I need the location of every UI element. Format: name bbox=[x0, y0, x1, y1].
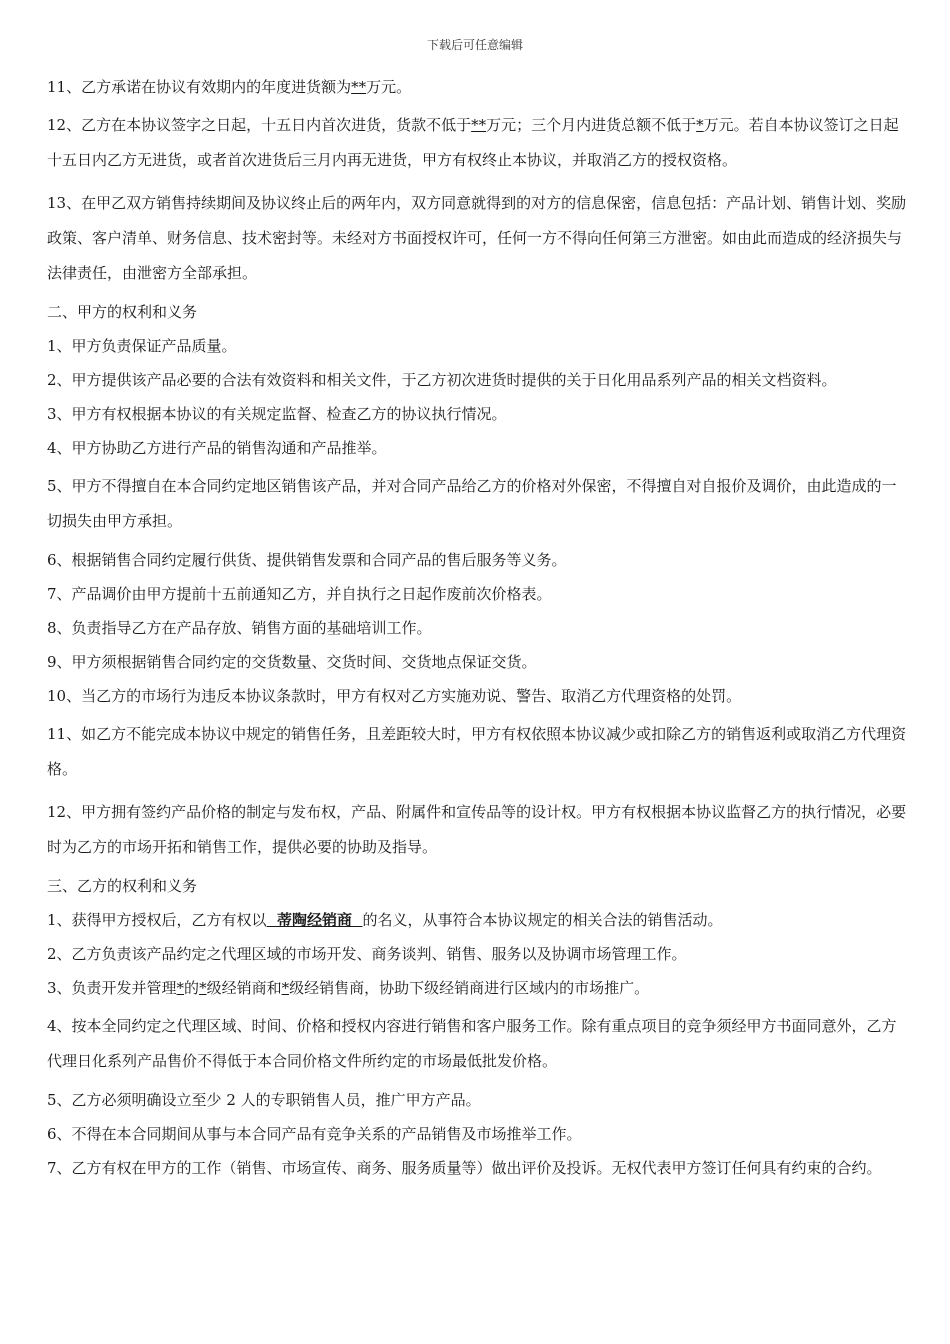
paragraph-text: 8、负责指导乙方在产品存放、销售方面的基础培训工作。 bbox=[47, 619, 432, 637]
paragraph bbox=[47, 1155, 907, 1181]
paragraph-text: 6、不得在本合同期间从事与本合同产品有竞争关系的产品销售及市场推举工作。 bbox=[47, 1125, 582, 1143]
paragraph-text: 3、负责开发并管理 bbox=[47, 979, 177, 997]
paragraph bbox=[47, 649, 907, 675]
paragraph bbox=[47, 435, 907, 461]
paragraph bbox=[47, 299, 907, 325]
paragraph-text: 1、获得甲方授权后，乙方有权以 bbox=[47, 911, 267, 929]
paragraph-text: 5、乙方必须明确设立至少 2 人的专职销售人员，推广甲方产品。 bbox=[47, 1091, 481, 1109]
paragraph-text: 5、甲方不得擅自在本合同约定地区销售该产品，并对合同产品给乙方的价格对外保密，不得擅自对自报价及调价，由此造成的一切损失由甲方承担。 bbox=[47, 477, 897, 530]
paragraph bbox=[47, 186, 907, 291]
fill-in-value: * bbox=[199, 979, 207, 997]
paragraph bbox=[47, 941, 907, 967]
paragraph bbox=[47, 1087, 907, 1113]
paragraph-text: 7、乙方有权在甲方的工作（销售、市场宣传、商务、服务质量等）做出评价及投诉。无权代表甲方签订任何具有约束的合约。 bbox=[47, 1159, 882, 1177]
paragraph bbox=[47, 469, 907, 539]
paragraph-text: 4、按本全同约定之代理区域、时间、价格和授权内容进行销售和客户服务工作。除有重点项目的竞争须经甲方书面同意外，乙方代理日化系列产品售价不得低于本合同价格文件所约定的市场最低批发价格。 bbox=[47, 1017, 897, 1070]
paragraph bbox=[47, 108, 907, 178]
paragraph bbox=[47, 547, 907, 573]
paragraph-text: 2、甲方提供该产品必要的合法有效资料和相关文件，于乙方初次进货时提供的关于日化用品系列产品的相关文档资料。 bbox=[47, 371, 837, 389]
paragraph-text: 级经销售商，协助下级经销商进行区域内的市场推广。 bbox=[289, 979, 650, 997]
paragraph-text: 4、甲方协助乙方进行产品的销售沟通和产品推举。 bbox=[47, 439, 387, 457]
paragraph-text: 9、甲方须根据销售合同约定的交货数量、交货时间、交货地点保证交货。 bbox=[47, 653, 537, 671]
paragraph bbox=[47, 615, 907, 641]
paragraph bbox=[47, 717, 907, 787]
fill-in-value: * bbox=[696, 116, 704, 134]
document-body bbox=[47, 74, 907, 1189]
paragraph bbox=[47, 975, 907, 1001]
paragraph-text: 级经销商和 bbox=[206, 979, 282, 997]
paragraph bbox=[47, 683, 907, 709]
paragraph bbox=[47, 367, 907, 393]
paragraph bbox=[47, 873, 907, 899]
page-header: 下载后可任意编辑 bbox=[426, 38, 523, 52]
paragraph bbox=[47, 1121, 907, 1147]
paragraph-text: 万元。 bbox=[366, 78, 412, 96]
paragraph bbox=[47, 795, 907, 865]
paragraph bbox=[47, 401, 907, 427]
paragraph-text: 6、根据销售合同约定履行供货、提供销售发票和合同产品的售后服务等义务。 bbox=[47, 551, 567, 569]
paragraph-text: 12、甲方拥有签约产品价格的制定与发布权，产品、附属件和宣传品等的设计权。甲方有权根据本协议监督乙方的执行情况，必要时为乙方的市场开拓和销售工作，提供必要的协助及指导。 bbox=[47, 803, 907, 856]
paragraph bbox=[47, 74, 907, 100]
paragraph-text: 13、在甲乙双方销售持续期间及协议终止后的两年内，双方同意就得到的对方的信息保密，信息包括：产品计划、销售计划、奖励政策、客户清单、财务信息、技术密封等。未经对方书面授权许可，任何一方不得向任何第三方泄密。如由此而造成的经济损失与法律责任，由泄密方全部承担。 bbox=[47, 194, 907, 282]
paragraph-text: 10、当乙方的市场行为违反本协议条款时，甲方有权对乙方实施劝说、警告、取消乙方代理资格的处罚。 bbox=[47, 687, 742, 705]
paragraph bbox=[47, 1009, 907, 1079]
paragraph bbox=[47, 907, 907, 933]
paragraph-text: 3、甲方有权根据本协议的有关规定监督、检查乙方的协议执行情况。 bbox=[47, 405, 507, 423]
fill-in-value: * bbox=[176, 979, 185, 997]
paragraph bbox=[47, 581, 907, 607]
paragraph-text: 万元。若自本协议签订之日起十五日内乙方无进货，或者首次进货后三月内再无进货，甲方有权终止本协议，并取消乙方的授权资格。 bbox=[47, 116, 899, 169]
paragraph-text: 三、乙方的权利和义务 bbox=[47, 877, 198, 895]
fill-in-value: ** bbox=[351, 78, 367, 96]
paragraph bbox=[47, 333, 907, 359]
paragraph-text: 2、乙方负责该产品约定之代理区域的市场开发、商务谈判、销售、服务以及协调市场管理工作。 bbox=[47, 945, 687, 963]
fill-in-value: * bbox=[281, 979, 290, 997]
paragraph-text: 11、乙方承诺在协议有效期内的年度进货额为 bbox=[47, 78, 352, 96]
paragraph-text: 1、甲方负责保证产品质量。 bbox=[47, 337, 237, 355]
paragraph-text: 的 bbox=[184, 979, 200, 997]
paragraph-text: 12、乙方在本协议签字之日起，十五日内首次进货，货款不低于 bbox=[47, 116, 472, 134]
paragraph-text: 万元；三个月内进货总额不低于 bbox=[486, 116, 697, 134]
paragraph-text: 的名义，从事符合本协议规定的相关合法的销售活动。 bbox=[362, 911, 723, 929]
fill-in-value: ** bbox=[471, 116, 487, 134]
fill-in-value: 蒂陶经销商 bbox=[266, 911, 363, 929]
paragraph-text: 7、产品调价由甲方提前十五前通知乙方，并自执行之日起作废前次价格表。 bbox=[47, 585, 552, 603]
paragraph-text: 二、甲方的权利和义务 bbox=[47, 303, 198, 321]
paragraph-text: 11、如乙方不能完成本协议中规定的销售任务，且差距较大时，甲方有权依照本协议减少或扣除乙方的销售返利或取消乙方代理资格。 bbox=[47, 725, 907, 778]
